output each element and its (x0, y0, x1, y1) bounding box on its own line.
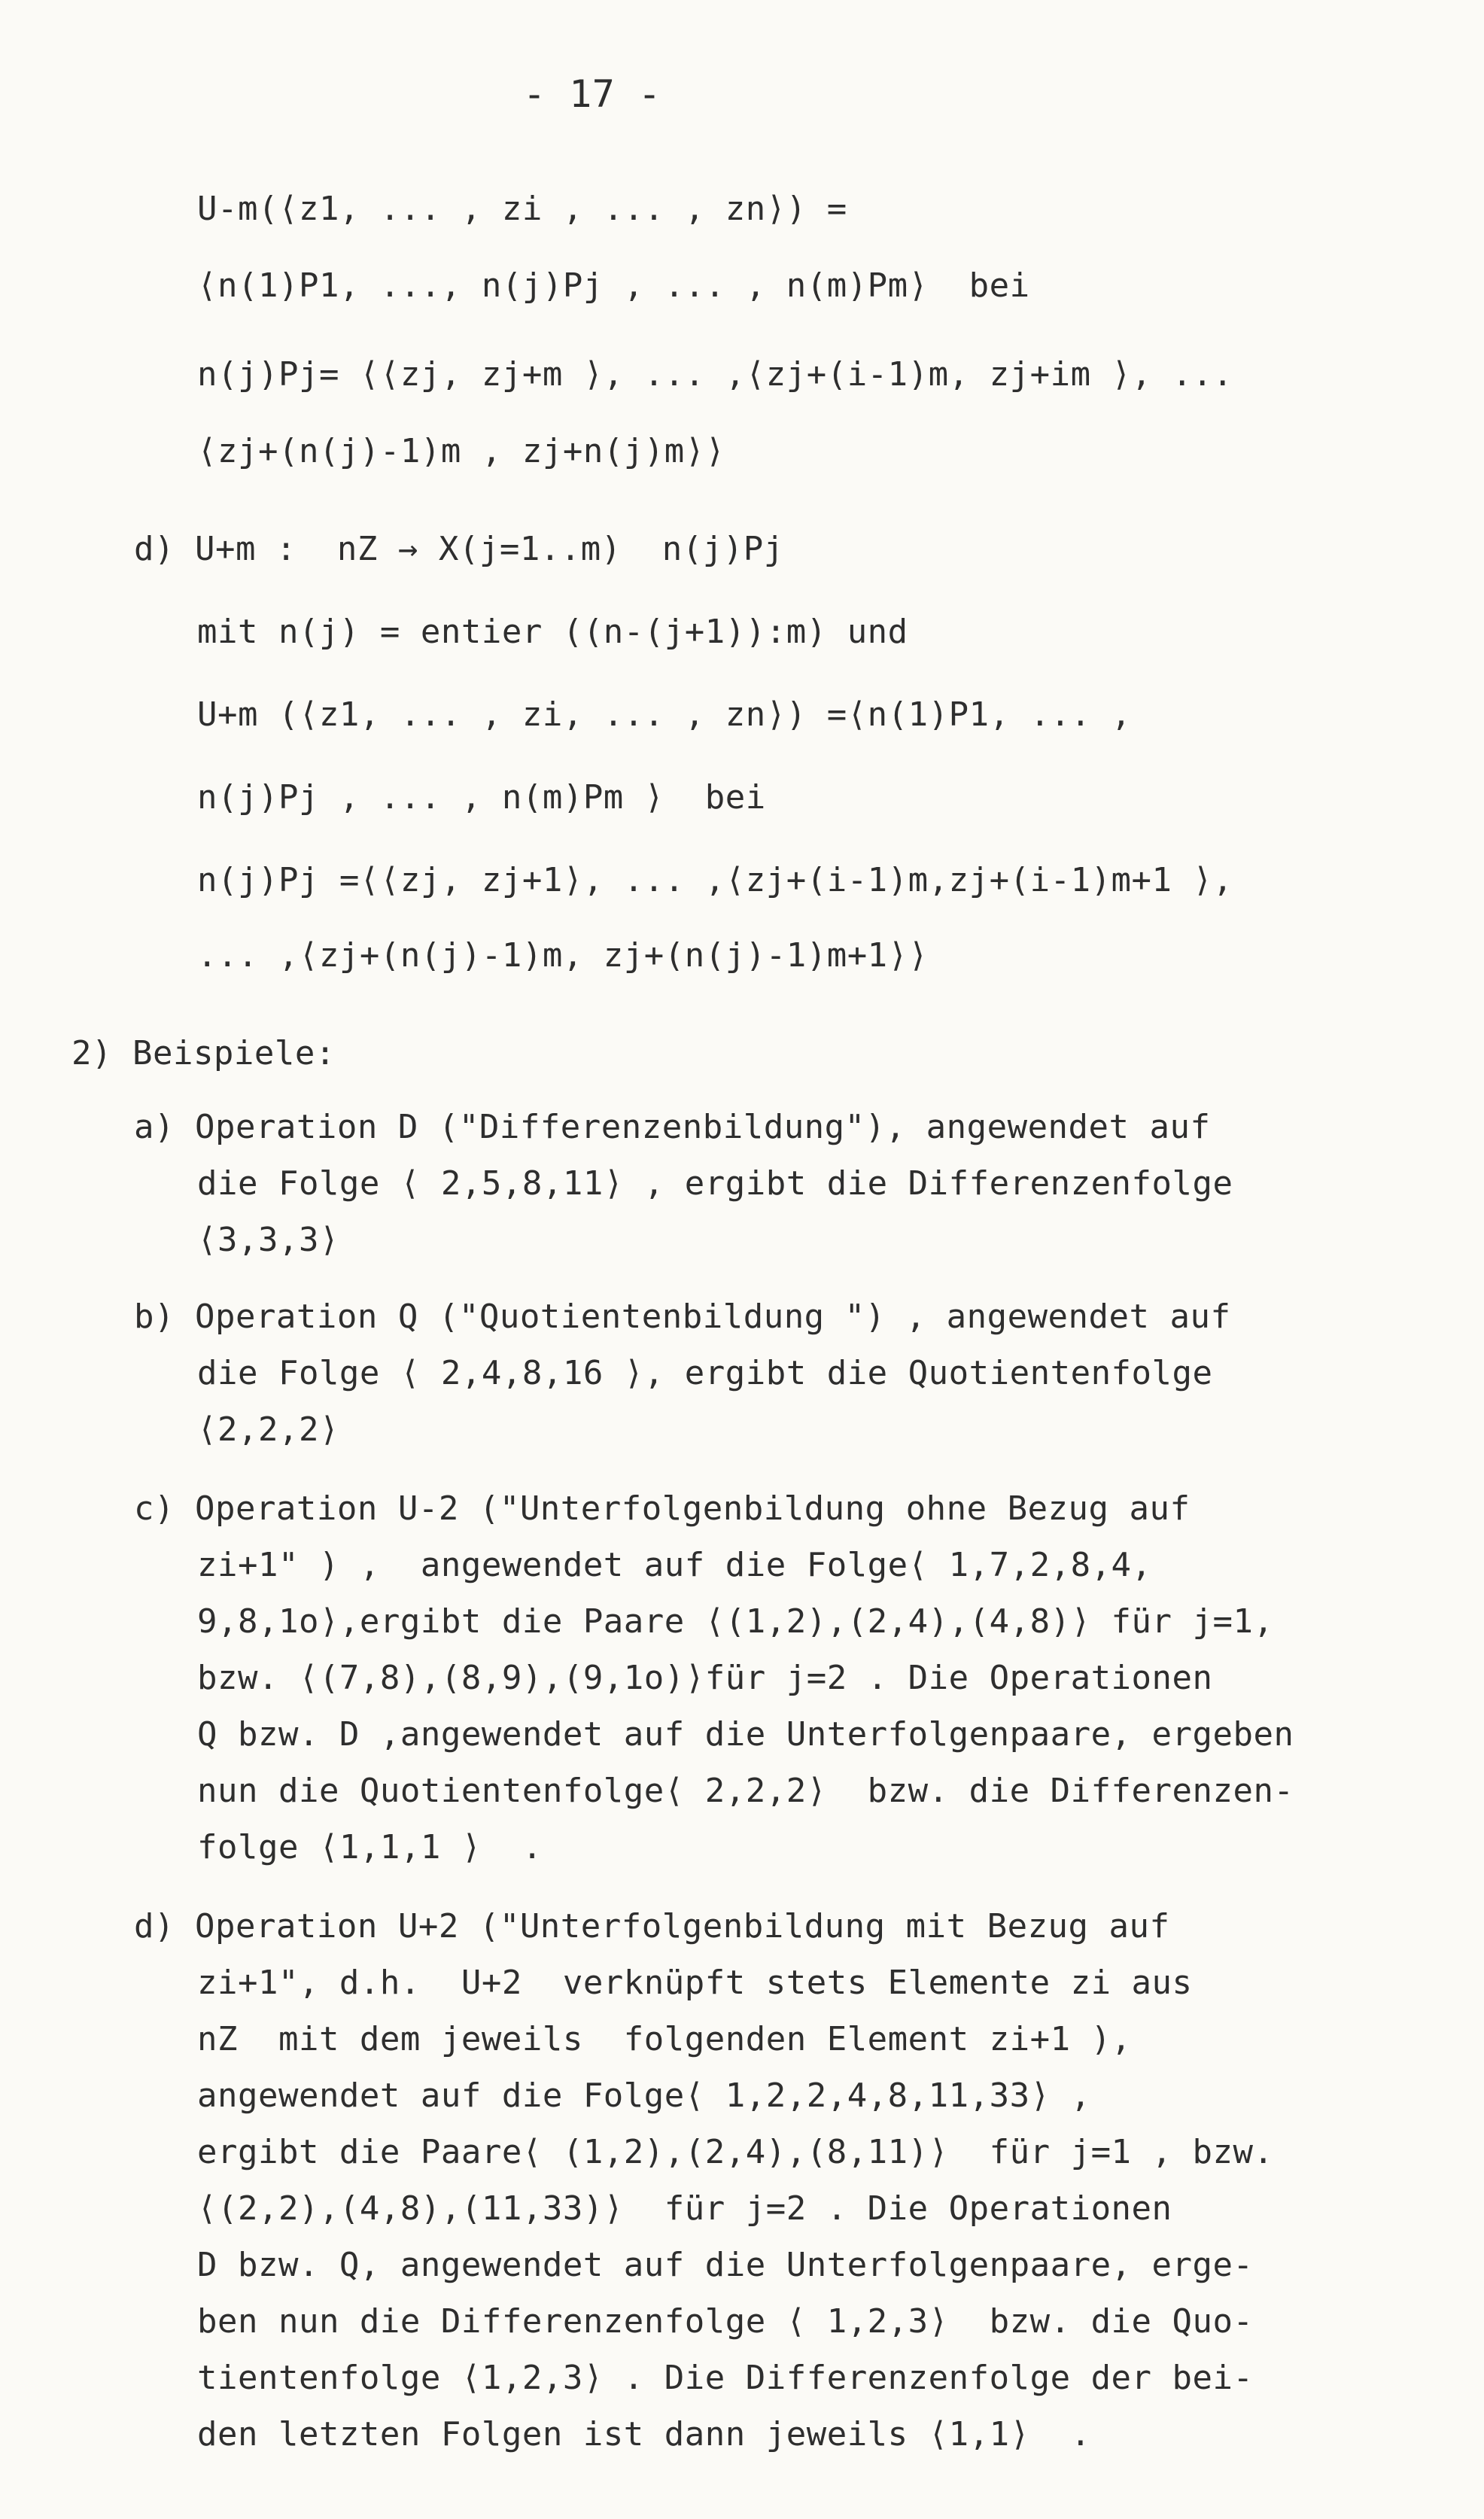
section-heading: 2) Beispiele: (71, 1034, 336, 1072)
formula-u-minus-4: ⟨zj+(n(j)-1)m , zj+n(j)m⟩⟩ (197, 432, 725, 470)
example-a-line-3: ⟨3,3,3⟩ (197, 1221, 339, 1259)
example-c-line-2: zi+1" ) , angewendet auf die Folge⟨ 1,7,2,8,4, (197, 1546, 1152, 1584)
example-c-line-7: folge ⟨1,1,1 ⟩ . (197, 1828, 543, 1866)
example-c-line-4: bzw. ⟨(7,8),(8,9),(9,1o)⟩für j=2 . Die Operationen (197, 1659, 1213, 1697)
example-b-line-1: b) Operation Q ("Quotientenbildung ") , angewendet auf (134, 1298, 1231, 1336)
example-d-line-8: ben nun die Differenzenfolge ⟨ 1,2,3⟩ bzw. die Quo- (197, 2302, 1254, 2341)
example-d-line-5: ergibt die Paare⟨ (1,2),(2,4),(8,11)⟩ für j=1 , bzw. (197, 2133, 1274, 2171)
example-a-line-2: die Folge ⟨ 2,5,8,11⟩ , ergibt die Differenzenfolge (197, 1164, 1233, 1203)
example-d-line-10: den letzten Folgen ist dann jeweils ⟨1,1⟩ . (197, 2415, 1091, 2454)
example-d-line-6: ⟨(2,2),(4,8),(11,33)⟩ für j=2 . Die Operationen (197, 2189, 1172, 2228)
formula-u-minus-1: U-m(⟨z1, ... , zi , ... , zn⟩) = (197, 190, 847, 228)
formula-u-plus-3: n(j)Pj =⟨⟨zj, zj+1⟩, ... ,⟨zj+(i-1)m,zj+(i-1)m+1 ⟩, (197, 861, 1233, 899)
example-d-line-3: nZ mit dem jeweils folgenden Element zi+1 ), (197, 2020, 1132, 2058)
formula-u-plus-2: n(j)Pj , ... , n(m)Pm ⟩ bei (197, 778, 766, 817)
example-d-line-4: angewendet auf die Folge⟨ 1,2,2,4,8,11,33⟩ , (197, 2076, 1091, 2115)
example-a-line-1: a) Operation D ("Differenzenbildung"), angewendet auf (134, 1108, 1211, 1146)
example-d-line-2: zi+1", d.h. U+2 verknüpft stets Elemente zi aus (197, 1964, 1193, 2002)
formula-u-minus-3: n(j)Pj= ⟨⟨zj, zj+m ⟩, ... ,⟨zj+(i-1)m, zj+im ⟩, ... (197, 355, 1233, 394)
formula-d-mit: mit n(j) = entier ((n-(j+1)):m) und (197, 613, 908, 651)
page-number: - 17 - (523, 72, 661, 116)
example-b-line-3: ⟨2,2,2⟩ (197, 1410, 339, 1449)
example-b-line-2: die Folge ⟨ 2,4,8,16 ⟩, ergibt die Quotientenfolge (197, 1354, 1213, 1392)
formula-u-plus-4: ... ,⟨zj+(n(j)-1)m, zj+(n(j)-1)m+1⟩⟩ (197, 936, 929, 975)
example-c-line-3: 9,8,1o⟩,ergibt die Paare ⟨(1,2),(2,4),(4,8)⟩ für j=1, (197, 1602, 1274, 1641)
example-c-line-5: Q bzw. D ,angewendet auf die Unterfolgenpaare, ergeben (197, 1715, 1294, 1754)
example-c-line-6: nun die Quotientenfolge⟨ 2,2,2⟩ bzw. die Differenzen- (197, 1772, 1294, 1810)
formula-u-minus-2: ⟨n(1)P1, ..., n(j)Pj , ... , n(m)Pm⟩ bei (197, 266, 1030, 305)
example-d-line-7: D bzw. Q, angewendet auf die Unterfolgenpaare, erge- (197, 2246, 1254, 2284)
example-d-line-9: tientenfolge ⟨1,2,3⟩ . Die Differenzenfolge der bei- (197, 2359, 1254, 2397)
example-d-line-1: d) Operation U+2 ("Unterfolgenbildung mit Bezug auf (134, 1907, 1170, 1946)
example-c-line-1: c) Operation U-2 ("Unterfolgenbildung ohne Bezug auf (134, 1489, 1191, 1528)
formula-d-label: d) U+m : nZ → X(j=1..m) n(j)Pj (134, 530, 784, 568)
formula-u-plus-1: U+m (⟨z1, ... , zi, ... , zn⟩) =⟨n(1)P1, ... , (197, 695, 1132, 734)
